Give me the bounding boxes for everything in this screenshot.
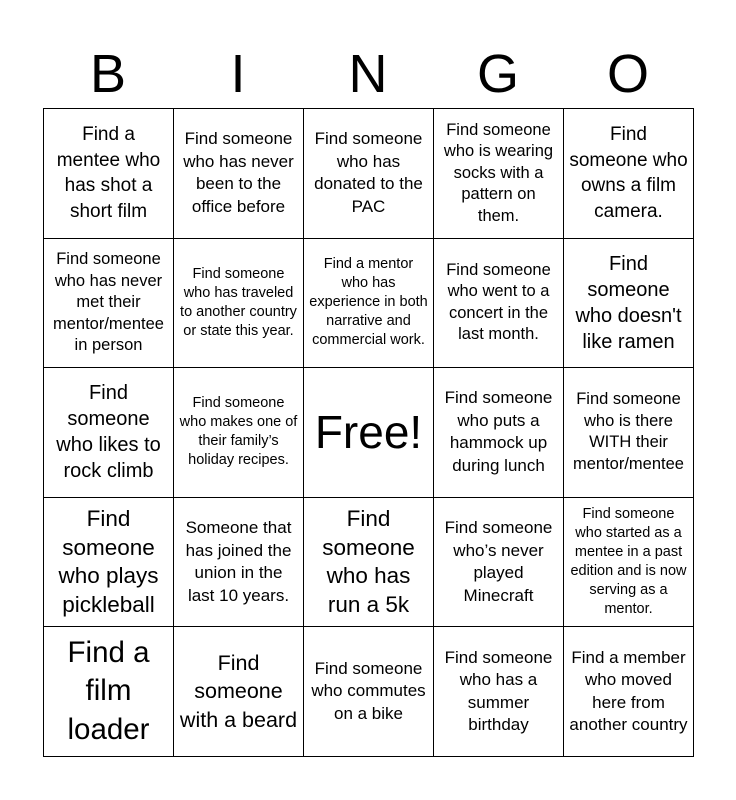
bingo-cell-r1c4[interactable] <box>434 109 564 239</box>
bingo-cell-text: Find someone who plays pickleball <box>58 506 159 617</box>
header-letter-b: B <box>89 44 127 104</box>
header-letter-o: O <box>606 44 649 104</box>
bingo-cell-text: Find a mentee who has shot a short film <box>56 124 161 222</box>
bingo-cell-r3c5[interactable] <box>564 368 694 498</box>
bingo-cell-r2c3[interactable] <box>304 239 434 369</box>
bingo-cell-r2c5[interactable] <box>564 239 694 369</box>
bingo-cell-r5c3[interactable] <box>304 627 434 757</box>
bingo-cell-text: Find someone who went to a concert in the last month. <box>446 260 551 344</box>
bingo-cell-r1c5[interactable] <box>564 109 694 239</box>
bingo-cell-text: Find someone who’s never played Minecraft <box>444 518 553 605</box>
bingo-cell-text: Find someone who puts a hammock up during lunch <box>444 388 553 475</box>
header-letter-n: N <box>348 44 388 104</box>
bingo-cell-text: Find someone who doesn't like ramen <box>575 252 682 353</box>
bingo-cell-text: Find a mentor who has experience in both narrative and commercial work. <box>309 256 428 349</box>
bingo-cell-text: Find someone who makes one of their family’s holiday recipes. <box>179 395 298 469</box>
bingo-cell-r1c2[interactable] <box>174 109 304 239</box>
bingo-cell-r5c5[interactable] <box>564 627 694 757</box>
bingo-cell-r1c1[interactable] <box>44 109 174 239</box>
bingo-board <box>43 108 694 757</box>
bingo-cell-text: Find someone who has never been to the office before <box>183 129 294 216</box>
bingo-cell-text: Find someone who has never met their mentor/mentee in person <box>53 250 164 355</box>
bingo-cell-text: Someone that has joined the union in the last 10 years. <box>185 518 292 605</box>
bingo-cell-text: Find someone who owns a film camera. <box>569 124 688 222</box>
bingo-cell-r2c4[interactable] <box>434 239 564 369</box>
bingo-cell-r3c2[interactable] <box>174 368 304 498</box>
bingo-cell-r4c1[interactable] <box>44 498 174 628</box>
bingo-cell-text: Find someone who commutes on a bike <box>311 658 426 723</box>
bingo-cell-text: Find someone who started as a mentee in a past edition and is now serving as a mentor. <box>570 506 687 618</box>
bingo-cell-text: Find someone who is there WITH their mentor/mentee <box>573 390 684 473</box>
bingo-cell-r2c2[interactable] <box>174 239 304 369</box>
bingo-free-space[interactable] <box>304 368 434 498</box>
bingo-cell-r1c3[interactable] <box>304 109 434 239</box>
bingo-cell-text: Find someone who has run a 5k <box>322 506 415 617</box>
header-letter-i: I <box>230 44 246 104</box>
bingo-cell-r3c4[interactable] <box>434 368 564 498</box>
bingo-cell-r5c1[interactable] <box>44 627 174 757</box>
bingo-cell-r2c1[interactable] <box>44 239 174 369</box>
bingo-cell-text: Find someone who has donated to the PAC <box>314 129 423 216</box>
bingo-cell-r4c4[interactable] <box>434 498 564 628</box>
header-letter-g: G <box>476 44 519 104</box>
bingo-header <box>43 40 693 108</box>
bingo-cell-text: Find a film loader <box>67 635 150 746</box>
bingo-cell-text: Find someone with a beard <box>179 650 298 732</box>
bingo-cell-text: Find someone who likes to rock climb <box>56 382 161 483</box>
bingo-cell-text: Find a member who moved here from another country <box>569 647 688 735</box>
bingo-cell-r4c5[interactable] <box>564 498 694 628</box>
bingo-cell-text: Find someone who has traveled to another country or state this year. <box>180 265 297 339</box>
bingo-cell-text: Find someone who is wearing socks with a pattern on them. <box>443 120 554 225</box>
free-space-text: Free! <box>314 406 423 459</box>
bingo-cell-r5c4[interactable] <box>434 627 564 757</box>
bingo-cell-text: Find someone who has a summer birthday <box>444 647 553 735</box>
bingo-cell-r4c2[interactable] <box>174 498 304 628</box>
bingo-cell-r3c1[interactable] <box>44 368 174 498</box>
bingo-cell-r4c3[interactable] <box>304 498 434 628</box>
bingo-cell-r5c2[interactable] <box>174 627 304 757</box>
